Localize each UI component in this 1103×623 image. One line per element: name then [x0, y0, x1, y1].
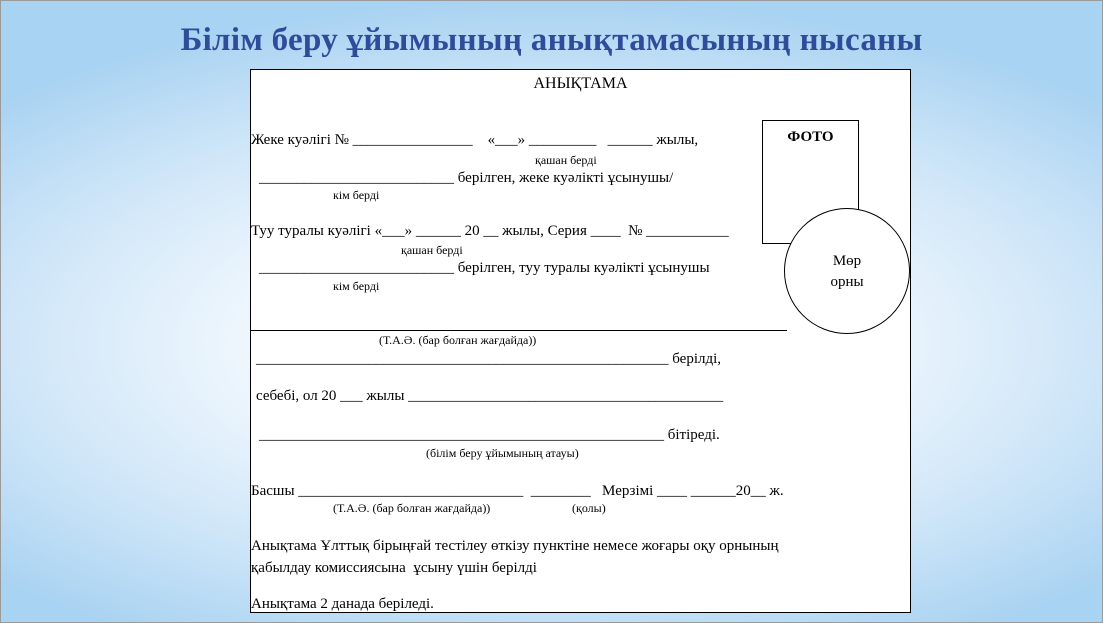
photo-label: ФОТО: [787, 129, 834, 145]
id-card-when-caption: қашан берді: [535, 153, 597, 167]
birth-cert-when-caption: қашан берді: [401, 243, 463, 257]
director-signature-caption: (қолы): [572, 501, 606, 515]
purpose-line-2: қабылдау комиссиясына ұсыну үшін берілді: [251, 560, 537, 576]
graduates-line: ______________________________________________________ бітіреді.: [259, 427, 720, 443]
seal-label: Мөр орны: [830, 253, 864, 290]
issued-line: _______________________________________________________ берілді,: [256, 351, 722, 367]
seal-placeholder: [784, 208, 910, 334]
birth-cert-who-caption: кім берді: [333, 279, 380, 293]
slide-title: Білім беру ұйымының анықтамасының нысаны: [180, 22, 923, 58]
birth-cert-issued-line: __________________________ берілген, туу туралы куәлікті ұсынушы: [259, 260, 710, 276]
fullname-underline: [251, 330, 787, 331]
id-card-who-caption: кім берді: [333, 188, 380, 202]
birth-cert-line: Туу туралы куәлігі «___» ______ 20 __ жылы, Серия ____ № ___________: [251, 223, 729, 239]
director-line: Басшы ______________________________ ________ Мерзімі ____ ______20__ ж.: [251, 483, 784, 499]
copies-line: Анықтама 2 данада беріледі.: [251, 596, 434, 612]
form-heading: АНЫҚТАМА: [533, 75, 628, 92]
id-card-issued-line: __________________________ берілген, жеке куәлікті ұсынушы/: [259, 170, 674, 186]
id-card-line: Жеке куәлігі № ________________ «___» _________ ______ жылы,: [251, 132, 699, 148]
reason-line: себебі, ол 20 ___ жылы __________________________________________: [256, 388, 724, 404]
purpose-line-1: Анықтама Ұлттық бірыңғай тестілеу өткізу пунктіне немесе жоғары оқу орнының: [251, 538, 779, 554]
org-name-caption: (білім беру ұйымының атауы): [426, 446, 579, 460]
certificate-form: [250, 69, 911, 613]
director-name-caption: (Т.А.Ә. (бар болған жағдайда)): [333, 501, 491, 515]
fullname-caption: (Т.А.Ә. (бар болған жағдайда)): [379, 333, 537, 347]
